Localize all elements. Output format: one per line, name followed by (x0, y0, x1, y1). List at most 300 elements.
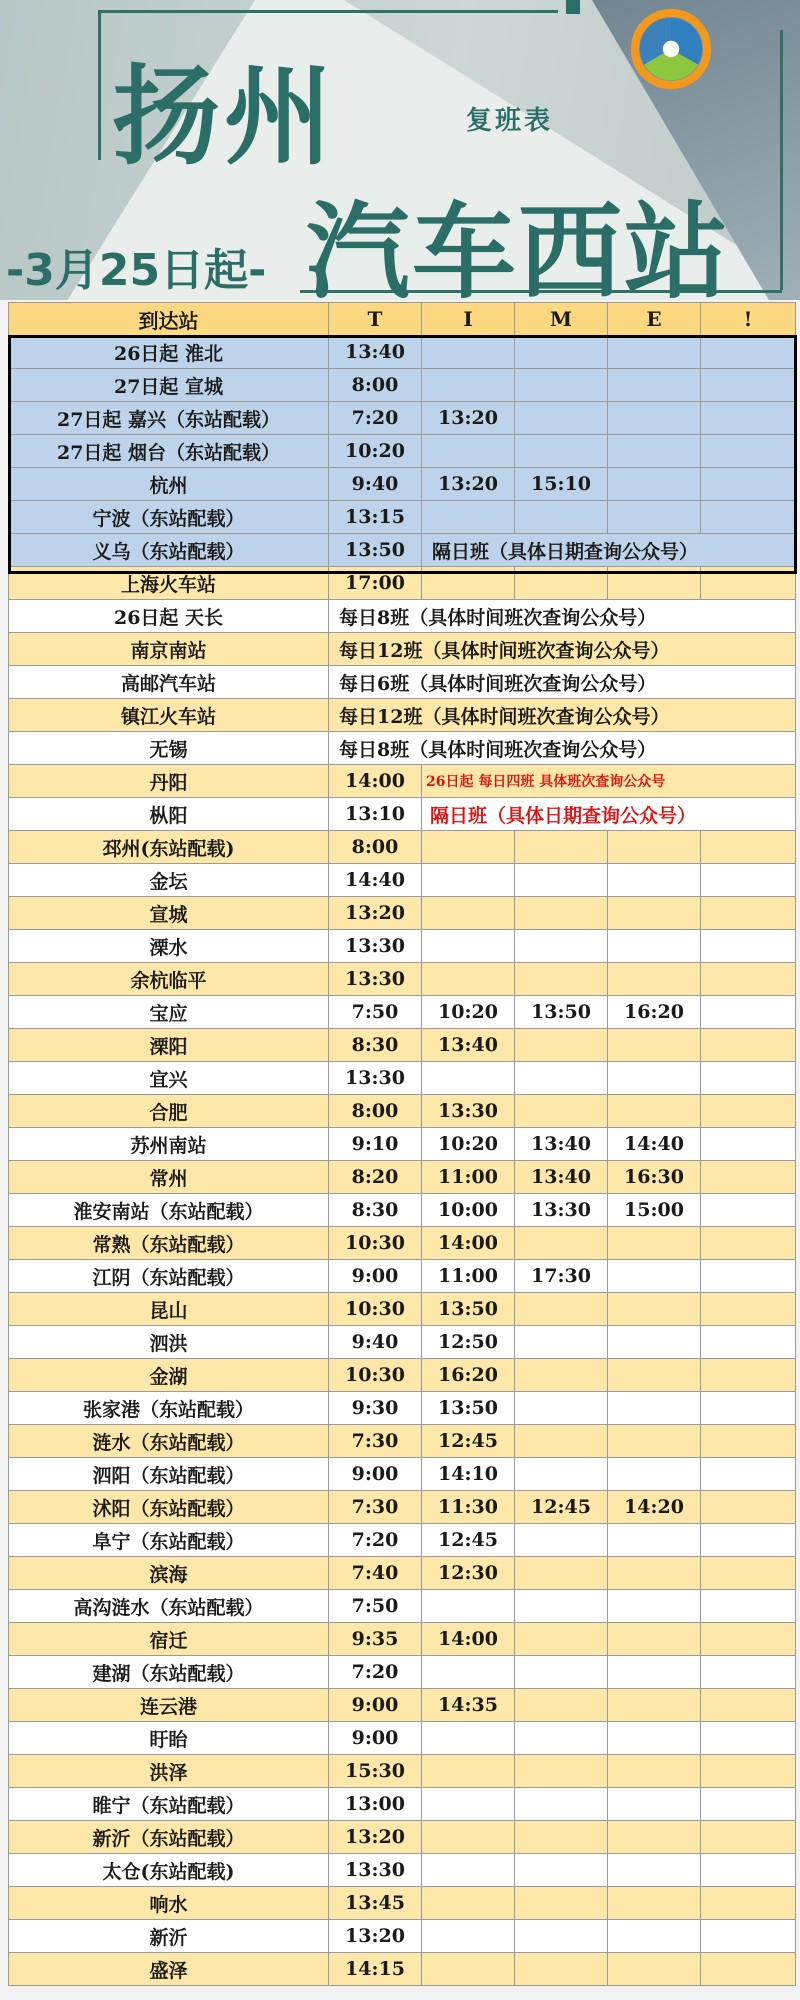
table-row (9, 1095, 796, 1128)
departure-time-cell (608, 1062, 701, 1095)
table-row (9, 1524, 796, 1557)
departure-time-cell: 13:30 (329, 930, 422, 963)
schedule-note-cell: 每日8班（具体时间班次查询公众号） (329, 600, 796, 633)
departure-time-cell (608, 1392, 701, 1425)
departure-time-cell: 14:10 (422, 1458, 515, 1491)
table-row (9, 1557, 796, 1590)
departure-time-cell (422, 1854, 515, 1887)
table-row (9, 1920, 796, 1953)
table-row (9, 501, 796, 534)
departure-time-cell (422, 1887, 515, 1920)
frame-line-left (98, 10, 101, 160)
departure-time-cell (701, 1359, 796, 1392)
departure-time-cell: 9:10 (329, 1128, 422, 1161)
destination-cell: 盛泽 (9, 1953, 329, 1986)
departure-time-cell (701, 1920, 796, 1953)
departure-time-cell (701, 1590, 796, 1623)
departure-time-cell: 13:20 (422, 468, 515, 501)
departure-time-cell (701, 1095, 796, 1128)
departure-time-cell (515, 1590, 608, 1623)
destination-cell: 沭阳（东站配载） (9, 1491, 329, 1524)
departure-time-cell: 10:20 (329, 435, 422, 468)
departure-time-cell: 13:45 (329, 1887, 422, 1920)
departure-time-cell (515, 1755, 608, 1788)
departure-time-cell (422, 897, 515, 930)
destination-cell: 洪泽 (9, 1755, 329, 1788)
departure-time-cell (701, 1062, 796, 1095)
departure-time-cell (515, 1656, 608, 1689)
schedule-table (8, 302, 796, 1986)
departure-time-cell: 8:30 (329, 1029, 422, 1062)
departure-time-cell (701, 1491, 796, 1524)
departure-time-cell: 7:20 (329, 402, 422, 435)
departure-time-cell: 13:30 (329, 1062, 422, 1095)
departure-time-cell (608, 1293, 701, 1326)
departure-time-cell (515, 1227, 608, 1260)
departure-time-cell: 13:50 (329, 534, 422, 567)
departure-time-cell: 12:45 (422, 1425, 515, 1458)
departure-time-cell (701, 1821, 796, 1854)
destination-cell: 昆山 (9, 1293, 329, 1326)
departure-time-cell: 12:45 (515, 1491, 608, 1524)
departure-time-cell (701, 1557, 796, 1590)
departure-time-cell (515, 501, 608, 534)
departure-time-cell (422, 831, 515, 864)
destination-cell: 淮安南站（东站配载） (9, 1194, 329, 1227)
departure-time-cell: 13:40 (329, 336, 422, 369)
destination-cell: 涟水（东站配载） (9, 1425, 329, 1458)
departure-time-cell: 10:30 (329, 1293, 422, 1326)
destination-cell: 溧水 (9, 930, 329, 963)
destination-cell: 杭州 (9, 468, 329, 501)
destination-cell: 宜兴 (9, 1062, 329, 1095)
departure-time-cell (701, 1458, 796, 1491)
departure-time-cell (422, 336, 515, 369)
departure-time-cell (608, 1689, 701, 1722)
departure-time-cell (701, 1326, 796, 1359)
departure-time-cell (608, 1590, 701, 1623)
departure-time-cell: 12:45 (422, 1524, 515, 1557)
table-row (9, 1392, 796, 1425)
destination-cell: 滨海 (9, 1557, 329, 1590)
departure-time-cell (701, 1425, 796, 1458)
departure-time-cell (515, 1524, 608, 1557)
departure-time-cell (608, 1029, 701, 1062)
frame-line-top (98, 10, 558, 13)
table-body (9, 336, 796, 1986)
departure-time-cell (515, 1887, 608, 1920)
departure-time-cell (515, 1095, 608, 1128)
departure-time-cell: 12:50 (422, 1326, 515, 1359)
destination-cell: 义乌（东站配载） (9, 534, 329, 567)
table-row (9, 600, 796, 633)
departure-time-cell: 16:20 (422, 1359, 515, 1392)
departure-time-cell: 14:15 (329, 1953, 422, 1986)
departure-time-cell (701, 369, 796, 402)
column-header: M (515, 303, 608, 336)
departure-time-cell (608, 1953, 701, 1986)
departure-time-cell (422, 1788, 515, 1821)
departure-time-cell (515, 1623, 608, 1656)
column-header: E (608, 303, 701, 336)
destination-cell: 26日起 天长 (9, 600, 329, 633)
table-row (9, 1326, 796, 1359)
table-row (9, 1953, 796, 1986)
departure-time-cell (608, 369, 701, 402)
departure-time-cell: 11:30 (422, 1491, 515, 1524)
table-row (9, 864, 796, 897)
departure-time-cell (701, 1623, 796, 1656)
departure-time-cell (608, 1920, 701, 1953)
departure-time-cell: 7:20 (329, 1656, 422, 1689)
destination-cell: 高邮汽车站 (9, 666, 329, 699)
table-row (9, 1623, 796, 1656)
departure-time-cell (608, 1458, 701, 1491)
destination-cell: 泗阳（东站配载） (9, 1458, 329, 1491)
departure-time-cell (608, 1260, 701, 1293)
departure-time-cell (422, 1062, 515, 1095)
departure-time-cell: 7:50 (329, 996, 422, 1029)
destination-cell: 金坛 (9, 864, 329, 897)
title-station: 汽车西站 (306, 191, 731, 300)
departure-time-cell: 16:30 (608, 1161, 701, 1194)
departure-time-cell (515, 402, 608, 435)
column-header: 到达站 (9, 303, 329, 336)
frame-line-right (780, 30, 783, 290)
departure-time-cell (701, 864, 796, 897)
table-row (9, 1161, 796, 1194)
schedule-note-cell: 每日12班（具体时间班次查询公众号） (329, 699, 796, 732)
departure-time-cell: 9:00 (329, 1260, 422, 1293)
departure-time-cell: 13:40 (515, 1128, 608, 1161)
destination-cell: 合肥 (9, 1095, 329, 1128)
departure-time-cell: 13:15 (329, 501, 422, 534)
departure-time-cell (701, 1887, 796, 1920)
departure-time-cell (515, 1920, 608, 1953)
departure-time-cell: 13:30 (515, 1194, 608, 1227)
departure-time-cell (608, 1656, 701, 1689)
departure-time-cell (701, 930, 796, 963)
departure-time-cell (701, 1260, 796, 1293)
departure-time-cell (608, 1755, 701, 1788)
departure-time-cell (608, 1359, 701, 1392)
destination-cell: 常州 (9, 1161, 329, 1194)
departure-time-cell (515, 1722, 608, 1755)
destination-cell: 27日起 嘉兴（东站配载） (9, 402, 329, 435)
departure-time-cell (515, 963, 608, 996)
table-row (9, 534, 796, 567)
destination-cell: 宁波（东站配载） (9, 501, 329, 534)
departure-time-cell: 14:35 (422, 1689, 515, 1722)
departure-time-cell (515, 1821, 608, 1854)
departure-time-cell: 14:40 (608, 1128, 701, 1161)
departure-time-cell: 13:50 (515, 996, 608, 1029)
destination-cell: 泗洪 (9, 1326, 329, 1359)
departure-time-cell (515, 930, 608, 963)
departure-time-cell (701, 468, 796, 501)
table-row (9, 1788, 796, 1821)
departure-time-cell (422, 1953, 515, 1986)
table-row (9, 1359, 796, 1392)
destination-cell: 金湖 (9, 1359, 329, 1392)
departure-time-cell (701, 567, 796, 600)
departure-time-cell (701, 1788, 796, 1821)
destination-cell: 上海火车站 (9, 567, 329, 600)
departure-time-cell (608, 435, 701, 468)
destination-cell: 丹阳 (9, 765, 329, 798)
table-row (9, 1854, 796, 1887)
departure-time-cell: 7:40 (329, 1557, 422, 1590)
departure-time-cell (608, 1623, 701, 1656)
departure-time-cell: 15:10 (515, 468, 608, 501)
destination-cell: 26日起 淮北 (9, 336, 329, 369)
departure-time-cell: 14:20 (608, 1491, 701, 1524)
departure-time-cell: 15:30 (329, 1755, 422, 1788)
departure-time-cell (515, 1557, 608, 1590)
departure-time-cell (701, 1722, 796, 1755)
table-row (9, 1227, 796, 1260)
schedule-note-cell: 每日12班（具体时间班次查询公众号） (329, 633, 796, 666)
departure-time-cell (515, 1953, 608, 1986)
schedule-note-cell: 隔日班（具体日期查询公众号） (422, 534, 796, 567)
table-row (9, 897, 796, 930)
destination-cell: 连云港 (9, 1689, 329, 1722)
frame-square (566, 0, 580, 14)
departure-time-cell (608, 831, 701, 864)
table-row (9, 402, 796, 435)
destination-cell: 苏州南站 (9, 1128, 329, 1161)
departure-time-cell (515, 1458, 608, 1491)
departure-time-cell: 11:00 (422, 1260, 515, 1293)
departure-time-cell (422, 1755, 515, 1788)
departure-time-cell (515, 1425, 608, 1458)
start-date: -3月25日起- (6, 245, 267, 296)
departure-time-cell: 13:20 (329, 1920, 422, 1953)
departure-time-cell: 13:20 (329, 897, 422, 930)
departure-time-cell (608, 1788, 701, 1821)
departure-time-cell (701, 996, 796, 1029)
table-row (9, 1755, 796, 1788)
departure-time-cell (701, 1656, 796, 1689)
table-row (9, 732, 796, 765)
table-row (9, 1458, 796, 1491)
table-row (9, 1689, 796, 1722)
destination-cell: 邳州(东站配载) (9, 831, 329, 864)
departure-time-cell (422, 864, 515, 897)
departure-time-cell (701, 336, 796, 369)
destination-cell: 建湖（东站配载） (9, 1656, 329, 1689)
table-row (9, 1029, 796, 1062)
destination-cell: 27日起 烟台（东站配载） (9, 435, 329, 468)
departure-time-cell (515, 567, 608, 600)
departure-time-cell: 16:20 (608, 996, 701, 1029)
schedule-note-cell: 每日6班（具体时间班次查询公众号） (329, 666, 796, 699)
table-row (9, 1590, 796, 1623)
destination-cell: 新沂 (9, 1920, 329, 1953)
departure-time-cell: 13:40 (515, 1161, 608, 1194)
departure-time-cell: 13:20 (329, 1821, 422, 1854)
departure-time-cell (422, 1821, 515, 1854)
departure-time-cell: 13:30 (329, 963, 422, 996)
departure-time-cell: 9:40 (329, 1326, 422, 1359)
departure-time-cell (701, 963, 796, 996)
departure-time-cell: 14:00 (422, 1227, 515, 1260)
departure-time-cell: 10:30 (329, 1359, 422, 1392)
departure-time-cell (608, 864, 701, 897)
destination-cell: 新沂（东站配载） (9, 1821, 329, 1854)
departure-time-cell: 7:30 (329, 1491, 422, 1524)
departure-time-cell: 7:50 (329, 1590, 422, 1623)
table-row (9, 963, 796, 996)
destination-cell: 张家港（东站配载） (9, 1392, 329, 1425)
departure-time-cell: 13:50 (422, 1392, 515, 1425)
destination-cell: 常熟（东站配载） (9, 1227, 329, 1260)
departure-time-cell: 7:20 (329, 1524, 422, 1557)
departure-time-cell: 13:30 (329, 1854, 422, 1887)
table-row (9, 1722, 796, 1755)
departure-time-cell: 8:00 (329, 1095, 422, 1128)
departure-time-cell: 10:30 (329, 1227, 422, 1260)
departure-time-cell (608, 1425, 701, 1458)
departure-time-cell: 13:00 (329, 1788, 422, 1821)
departure-time-cell (608, 1095, 701, 1128)
departure-time-cell (515, 1689, 608, 1722)
departure-time-cell (515, 1392, 608, 1425)
departure-time-cell (701, 831, 796, 864)
table-row (9, 369, 796, 402)
departure-time-cell (608, 336, 701, 369)
departure-time-cell (701, 1953, 796, 1986)
departure-time-cell (515, 369, 608, 402)
departure-time-cell: 17:00 (329, 567, 422, 600)
departure-time-cell (422, 1590, 515, 1623)
departure-time-cell: 14:00 (422, 1623, 515, 1656)
table-row (9, 1062, 796, 1095)
departure-time-cell (422, 435, 515, 468)
table-row (9, 1425, 796, 1458)
departure-time-cell (608, 1227, 701, 1260)
departure-time-cell: 13:20 (422, 402, 515, 435)
column-header: I (422, 303, 515, 336)
departure-time-cell (608, 1326, 701, 1359)
table-row (9, 798, 796, 831)
destination-cell: 宿迁 (9, 1623, 329, 1656)
departure-time-cell: 9:30 (329, 1392, 422, 1425)
table-row (9, 765, 796, 798)
departure-time-cell (515, 1326, 608, 1359)
table-row (9, 1656, 796, 1689)
destination-cell: 余杭临平 (9, 963, 329, 996)
departure-time-cell (701, 1293, 796, 1326)
departure-time-cell (701, 1755, 796, 1788)
departure-time-cell (701, 402, 796, 435)
departure-time-cell (608, 897, 701, 930)
departure-time-cell (515, 864, 608, 897)
destination-cell: 江阴（东站配载） (9, 1260, 329, 1293)
departure-time-cell: 14:00 (329, 765, 422, 798)
table-row (9, 996, 796, 1029)
title-subtitle: 复班表 (466, 106, 554, 136)
destination-cell: 响水 (9, 1887, 329, 1920)
departure-time-cell (701, 1524, 796, 1557)
departure-time-cell (515, 336, 608, 369)
column-header: ! (701, 303, 796, 336)
departure-time-cell (608, 402, 701, 435)
departure-time-cell: 9:35 (329, 1623, 422, 1656)
destination-cell: 溧阳 (9, 1029, 329, 1062)
departure-time-cell (608, 930, 701, 963)
destination-cell: 宣城 (9, 897, 329, 930)
departure-time-cell (701, 1689, 796, 1722)
schedule-note-cell: 每日8班（具体时间班次查询公众号） (329, 732, 796, 765)
table-header-row (9, 303, 796, 336)
departure-time-cell (608, 1722, 701, 1755)
departure-time-cell: 9:40 (329, 468, 422, 501)
tri-color-circle-logo-icon (630, 8, 712, 90)
destination-cell: 高沟涟水（东站配载） (9, 1590, 329, 1623)
departure-time-cell: 10:20 (422, 1128, 515, 1161)
departure-time-cell (701, 897, 796, 930)
table-row (9, 930, 796, 963)
table-row (9, 699, 796, 732)
departure-time-cell: 13:50 (422, 1293, 515, 1326)
departure-time-cell: 14:40 (329, 864, 422, 897)
departure-time-cell: 17:30 (515, 1260, 608, 1293)
departure-time-cell: 9:00 (329, 1458, 422, 1491)
departure-time-cell: 13:40 (422, 1029, 515, 1062)
departure-time-cell (515, 1359, 608, 1392)
departure-time-cell (701, 1128, 796, 1161)
departure-time-cell (608, 501, 701, 534)
table-row (9, 666, 796, 699)
departure-time-cell: 12:30 (422, 1557, 515, 1590)
departure-time-cell (422, 1920, 515, 1953)
destination-cell: 镇江火车站 (9, 699, 329, 732)
departure-time-cell: 9:00 (329, 1722, 422, 1755)
departure-time-cell (422, 369, 515, 402)
destination-cell: 无锡 (9, 732, 329, 765)
schedule-red-note-cell: 隔日班（具体日期查询公众号） (422, 798, 796, 831)
departure-time-cell (422, 963, 515, 996)
schedule-red-note-cell: 26日起 每日四班 具体班次查询公众号 (422, 765, 796, 798)
destination-cell: 宝应 (9, 996, 329, 1029)
departure-time-cell (608, 567, 701, 600)
departure-time-cell: 9:00 (329, 1689, 422, 1722)
departure-time-cell (515, 831, 608, 864)
table-row (9, 1128, 796, 1161)
departure-time-cell (515, 897, 608, 930)
departure-time-cell (608, 1854, 701, 1887)
departure-time-cell: 8:30 (329, 1194, 422, 1227)
table-row (9, 1491, 796, 1524)
departure-time-cell: 13:10 (329, 798, 422, 831)
poster-header (0, 0, 800, 300)
destination-cell: 太仓(东站配载) (9, 1854, 329, 1887)
departure-time-cell: 8:20 (329, 1161, 422, 1194)
departure-time-cell (701, 1392, 796, 1425)
table-row (9, 1821, 796, 1854)
departure-time-cell: 7:30 (329, 1425, 422, 1458)
departure-time-cell (422, 1722, 515, 1755)
departure-time-cell (701, 1194, 796, 1227)
departure-time-cell (608, 1524, 701, 1557)
table-row (9, 1260, 796, 1293)
departure-time-cell (701, 501, 796, 534)
departure-time-cell (701, 1227, 796, 1260)
table-row (9, 468, 796, 501)
table-row (9, 435, 796, 468)
departure-time-cell: 15:00 (608, 1194, 701, 1227)
